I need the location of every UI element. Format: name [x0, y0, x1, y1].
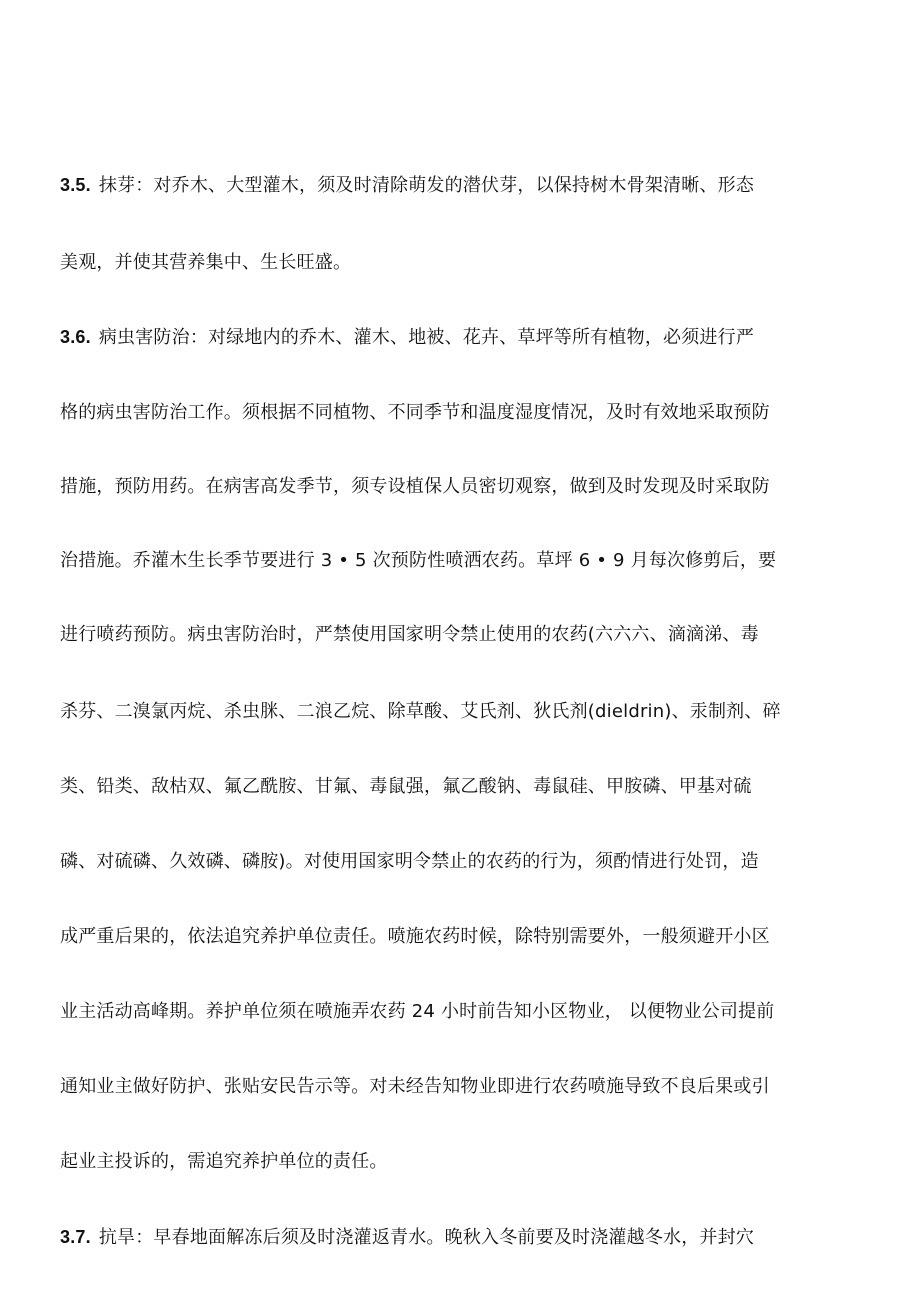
section-number: 3.6.: [60, 327, 91, 347]
paragraph-text: 起业主投诉的，需追究养护单位的责任。: [60, 1151, 388, 1172]
paragraph-text: 治措施。乔灌木生长季节要进行 3 • 5 次预防性喷洒农药。草坪 6 • 9 月每次修剪后，要: [60, 550, 777, 571]
section-3-6-line-12: [60, 1149, 860, 1175]
paragraph-text: 抗旱：早春地面解冻后须及时浇灌返青水。晚秋入冬前要及时浇灌越冬水，并封穴: [98, 1227, 755, 1248]
paragraph-text: 格的病虫害防治工作。须根据不同植物、不同季节和温度湿度情况，及时有效地采取预防: [60, 402, 770, 423]
paragraph-text: 进行喷药预防。病虫害防治时，严禁使用国家明令禁止使用的农药(六六六、滴滴涕、毒: [60, 624, 759, 645]
paragraph-text: 美观，并使其营养集中、生长旺盛。: [60, 252, 352, 273]
paragraph-text: 杀芬、二溴氯丙烷、杀虫脒、二浪乙烷、除草酸、艾氏剂、狄氏剂(dieldrin)、汞制剂、碎: [60, 701, 781, 722]
paragraph-text: 磷、对硫磷、久效磷、磷胺)。对使用国家明令禁止的农药的行为，须酌情进行处罚，造: [60, 851, 759, 872]
paragraph-text: 病虫害防治：对绿地内的乔木、灌木、地被、花卉、草坪等所有植物，必须进行严: [98, 327, 755, 348]
section-3-6-line-4: [60, 548, 860, 574]
paragraph-text: 业主活动高峰期。养护单位须在喷施弄农药 24 小时前告知小区物业， 以便物业公司提前: [60, 1001, 775, 1022]
section-3-6-line-9: [60, 924, 860, 950]
section-3-6-line-8: [60, 849, 860, 875]
section-3-5-line-2: [60, 250, 860, 276]
section-3-6-line-7: [60, 774, 860, 800]
paragraph-text: 通知业主做好防护、张贴安民告示等。对未经告知物业即进行农药喷施导致不良后果或引: [60, 1076, 770, 1097]
section-3-7-line-1: [60, 1224, 860, 1250]
paragraph-text: 措施，预防用药。在病害高发季节，须专设植保人员密切观察，做到及时发现及时采取防: [60, 476, 770, 497]
section-3-6-line-2: [60, 400, 860, 426]
section-3-6-line-11: [60, 1074, 860, 1100]
paragraph-text: 抹芽：对乔木、大型灌木，须及时清除萌发的潜伏芽，以保持树木骨架清晰、形态: [98, 175, 755, 196]
section-3-6-line-5: [60, 622, 860, 648]
paragraph-text: 类、铅类、敌枯双、氟乙酰胺、甘氟、毒鼠强，氟乙酸钠、毒鼠硅、甲胺磷、甲基对硫: [60, 776, 752, 797]
section-3-6-line-3: [60, 474, 860, 500]
section-3-6-line-10: [60, 999, 860, 1025]
section-number: 3.7.: [60, 1227, 91, 1247]
section-number: 3.5.: [60, 175, 91, 195]
paragraph-text: 成严重后果的，依法追究养护单位责任。喷施农药时候，除特别需要外，一般须避开小区: [60, 926, 770, 947]
section-3-6-line-6: [60, 699, 860, 725]
section-3-6-line-1: [60, 324, 860, 350]
section-3-5-line-1: [60, 172, 860, 198]
